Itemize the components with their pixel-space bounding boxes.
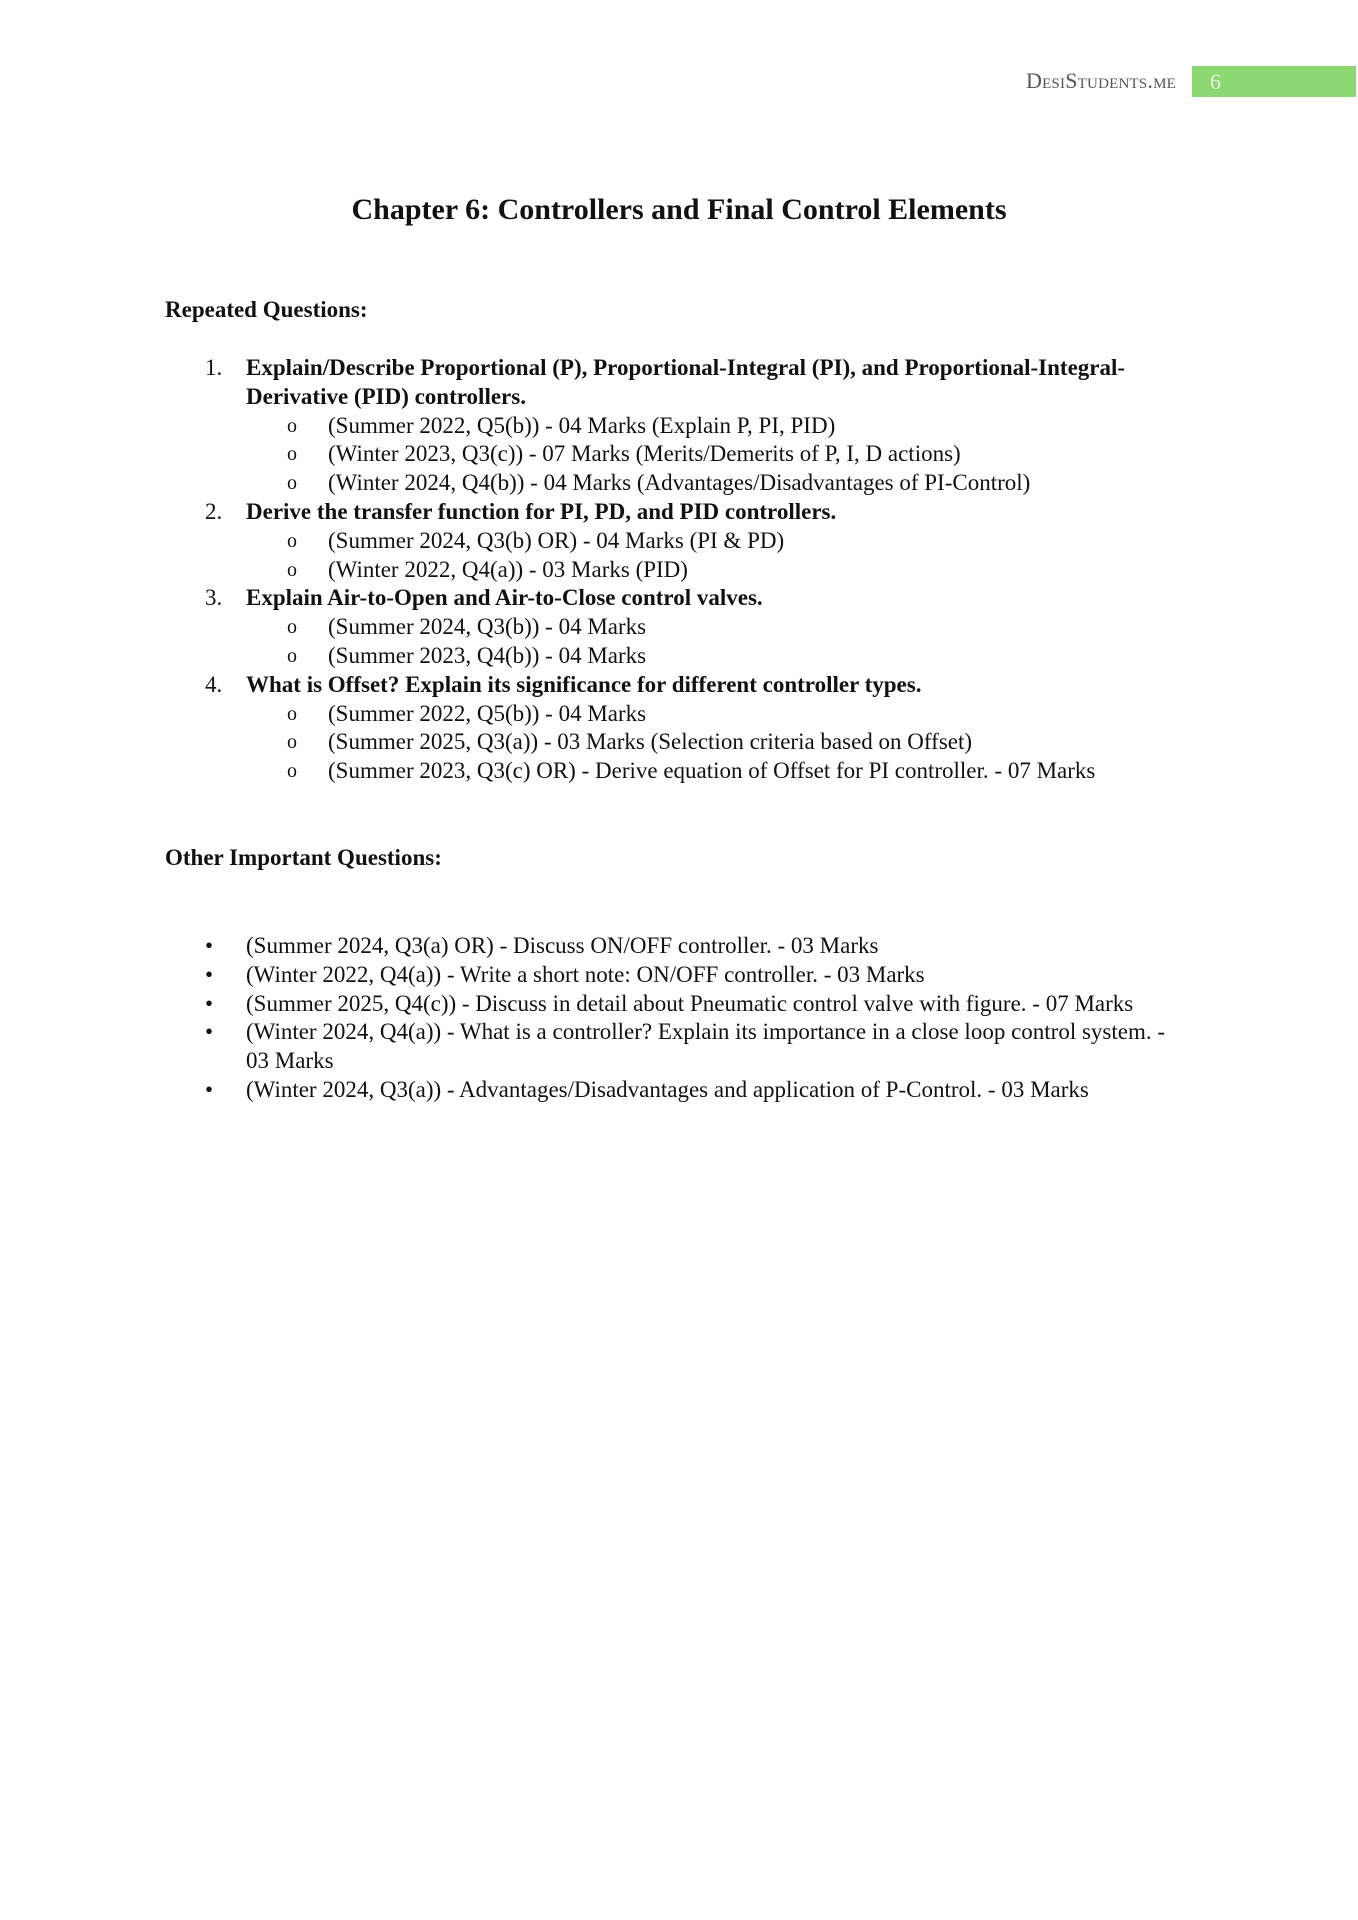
question-text: What is Offset? Explain its significance for different controller types. <box>246 671 922 697</box>
question-text: Derive the transfer function for PI, PD, and PID controllers. <box>246 498 837 524</box>
exam-reference-text: (Summer 2024, Q3(b) OR) - 04 Marks (PI & PD) <box>328 527 785 553</box>
bullet-icon: • <box>205 1019 214 1045</box>
other-question-item <box>165 932 1185 961</box>
exam-reference-text: (Summer 2025, Q3(a)) - 03 Marks (Selection criteria based on Offset) <box>328 729 973 755</box>
exam-reference <box>165 757 1225 786</box>
bullet-icon: • <box>205 1076 214 1102</box>
other-question-item <box>165 990 1185 1019</box>
question-text: Explain/Describe Proportional (P), Proportional-Integral (PI), and Proportional-Integral-Derivative (PID) controllers. <box>246 355 1126 409</box>
other-question-text: (Summer 2024, Q3(a) OR) - Discuss ON/OFF controller. - 03 Marks <box>246 933 879 958</box>
exam-reference-text: (Winter 2024, Q4(b)) - 04 Marks (Advantages/Disadvantages of PI-Control) <box>328 470 1031 496</box>
circle-bullet-icon: o <box>287 529 297 552</box>
exam-reference <box>165 527 1225 556</box>
repeated-questions-heading: Repeated Questions: <box>165 297 368 322</box>
exam-reference <box>165 700 1225 729</box>
other-question-text: (Winter 2022, Q4(a)) - Write a short note: ON/OFF controller. - 03 Marks <box>246 961 925 987</box>
bullet-icon: • <box>205 961 214 987</box>
circle-bullet-icon: o <box>287 702 297 725</box>
exam-reference-text: (Winter 2023, Q3(c)) - 07 Marks (Merits/Demerits of P, I, D actions) <box>328 441 961 467</box>
question-text: Explain Air-to-Open and Air-to-Close control valves. <box>246 585 763 611</box>
exam-reference <box>165 642 1225 671</box>
circle-bullet-icon: o <box>287 616 297 639</box>
question-number: 1. <box>205 355 223 380</box>
other-question-text: (Winter 2024, Q3(a)) - Advantages/Disadvantages and application of P-Control. - 03 Marks <box>246 1076 1089 1102</box>
exam-reference <box>165 556 1225 585</box>
circle-bullet-icon: o <box>287 731 297 754</box>
bullet-icon: • <box>205 933 214 958</box>
chapter-title: Chapter 6: Controllers and Final Control Elements <box>351 193 1007 226</box>
exam-reference-text: (Summer 2022, Q5(b)) - 04 Marks <box>328 700 647 726</box>
exam-reference <box>165 412 1225 441</box>
exam-reference-text: (Summer 2023, Q3(c) OR) - Derive equation of Offset for PI controller. - 07 Marks <box>328 758 1096 784</box>
circle-bullet-icon: o <box>287 472 297 495</box>
question-number: 2. <box>205 498 223 524</box>
circle-bullet-icon: o <box>287 414 297 437</box>
exam-reference <box>165 613 1225 642</box>
exam-reference <box>165 728 1225 757</box>
circle-bullet-icon: o <box>287 760 297 783</box>
circle-bullet-icon: o <box>287 443 297 466</box>
repeated-questions-list <box>165 354 1225 786</box>
exam-reference-text: (Summer 2023, Q4(b)) - 04 Marks <box>328 642 647 668</box>
other-questions-list <box>165 932 1185 1105</box>
question-item <box>165 498 1225 527</box>
question-number: 4. <box>205 671 223 697</box>
exam-reference <box>165 469 1225 498</box>
question-item <box>165 671 1225 700</box>
other-question-item <box>165 1018 1185 1076</box>
page-number: 6 <box>1192 66 1356 97</box>
other-question-item <box>165 961 1185 990</box>
page-header <box>0 66 1358 98</box>
circle-bullet-icon: o <box>287 644 297 667</box>
other-question-text: (Winter 2024, Q4(a)) - What is a controller? Explain its importance in a close loop control system. - 03 Marks <box>246 1019 1166 1074</box>
other-question-text: (Summer 2025, Q4(c)) - Discuss in detail about Pneumatic control valve with figure. - 07 Marks <box>246 990 1134 1016</box>
question-item <box>165 584 1225 613</box>
exam-reference-text: (Summer 2024, Q3(b)) - 04 Marks <box>328 614 647 640</box>
bullet-icon: • <box>205 990 214 1016</box>
question-item <box>165 354 1225 412</box>
exam-reference-text: (Summer 2022, Q5(b)) - 04 Marks (Explain P, PI, PID) <box>328 412 836 438</box>
site-name: DesiStudents.me <box>1026 68 1176 93</box>
exam-reference <box>165 440 1225 469</box>
other-question-item <box>165 1076 1185 1105</box>
exam-reference-text: (Winter 2022, Q4(a)) - 03 Marks (PID) <box>328 556 688 582</box>
question-number: 3. <box>205 585 223 611</box>
circle-bullet-icon: o <box>287 558 297 581</box>
other-questions-heading: Other Important Questions: <box>165 845 442 870</box>
